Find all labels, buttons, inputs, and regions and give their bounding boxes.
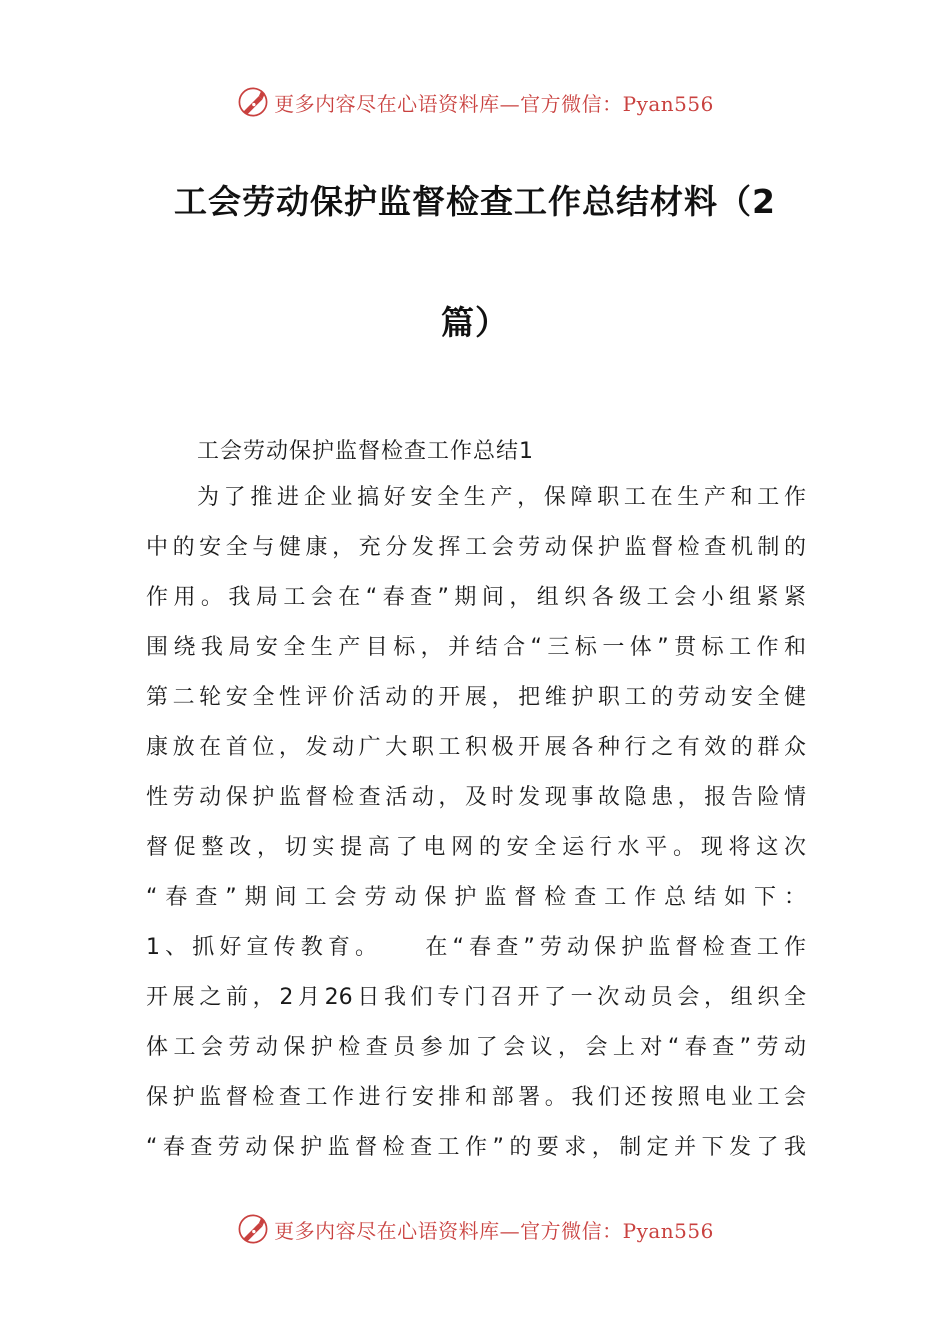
body-line: 中的安全与健康，充分发挥工会劳动保护监督检查机制的 xyxy=(146,535,806,560)
body-line: 1、抓好宣传教育。 在“春查”劳动保护监督检查工作 xyxy=(146,935,806,960)
body-line: 围绕我局安全生产目标，并结合“三标一体”贯标工作和 xyxy=(146,635,806,660)
footer-banner xyxy=(0,1209,950,1249)
body-line: 开展之前，2月26日我们专门召开了一次动员会，组织全 xyxy=(146,985,806,1010)
body-line: 性劳动保护监督检查活动，及时发现事故隐患，报告险情 xyxy=(146,785,806,810)
document-title-line-1: 工会劳动保护监督检查工作总结材料（2 xyxy=(174,182,776,221)
section-subtitle: 工会劳动保护监督检查工作总结1 xyxy=(197,439,534,464)
body-line: 保护监督检查工作进行安排和部署。我们还按照电业工会 xyxy=(146,1085,806,1110)
header-banner-text: 更多内容尽在心语资料库—官方微信：Pyan556 xyxy=(274,91,714,116)
body-line: 督促整改，切实提高了电网的安全运行水平。现将这次 xyxy=(146,835,806,860)
pen-nib-logo-icon xyxy=(236,1212,270,1246)
body-line: “春查劳动保护监督检查工作”的要求，制定并下发了我 xyxy=(146,1135,806,1160)
body-line: 康放在首位，发动广大职工积极开展各种行之有效的群众 xyxy=(146,735,806,760)
footer-banner-text: 更多内容尽在心语资料库—官方微信：Pyan556 xyxy=(274,1218,714,1243)
document-title-line-2: 篇） xyxy=(441,303,509,342)
body-line: 第二轮安全性评价活动的开展，把维护职工的劳动安全健 xyxy=(146,685,806,710)
header-banner xyxy=(0,82,950,122)
body-line: 作用。我局工会在“春查”期间，组织各级工会小组紧紧 xyxy=(146,585,806,610)
body-line: 为了推进企业搞好安全生产，保障职工在生产和工作 xyxy=(197,485,806,510)
body-line: 体工会劳动保护检查员参加了会议，会上对“春查”劳动 xyxy=(146,1035,806,1060)
body-line: “春查”期间工会劳动保护监督检查工作总结如下： xyxy=(146,885,806,910)
pen-nib-logo-icon xyxy=(236,85,270,119)
